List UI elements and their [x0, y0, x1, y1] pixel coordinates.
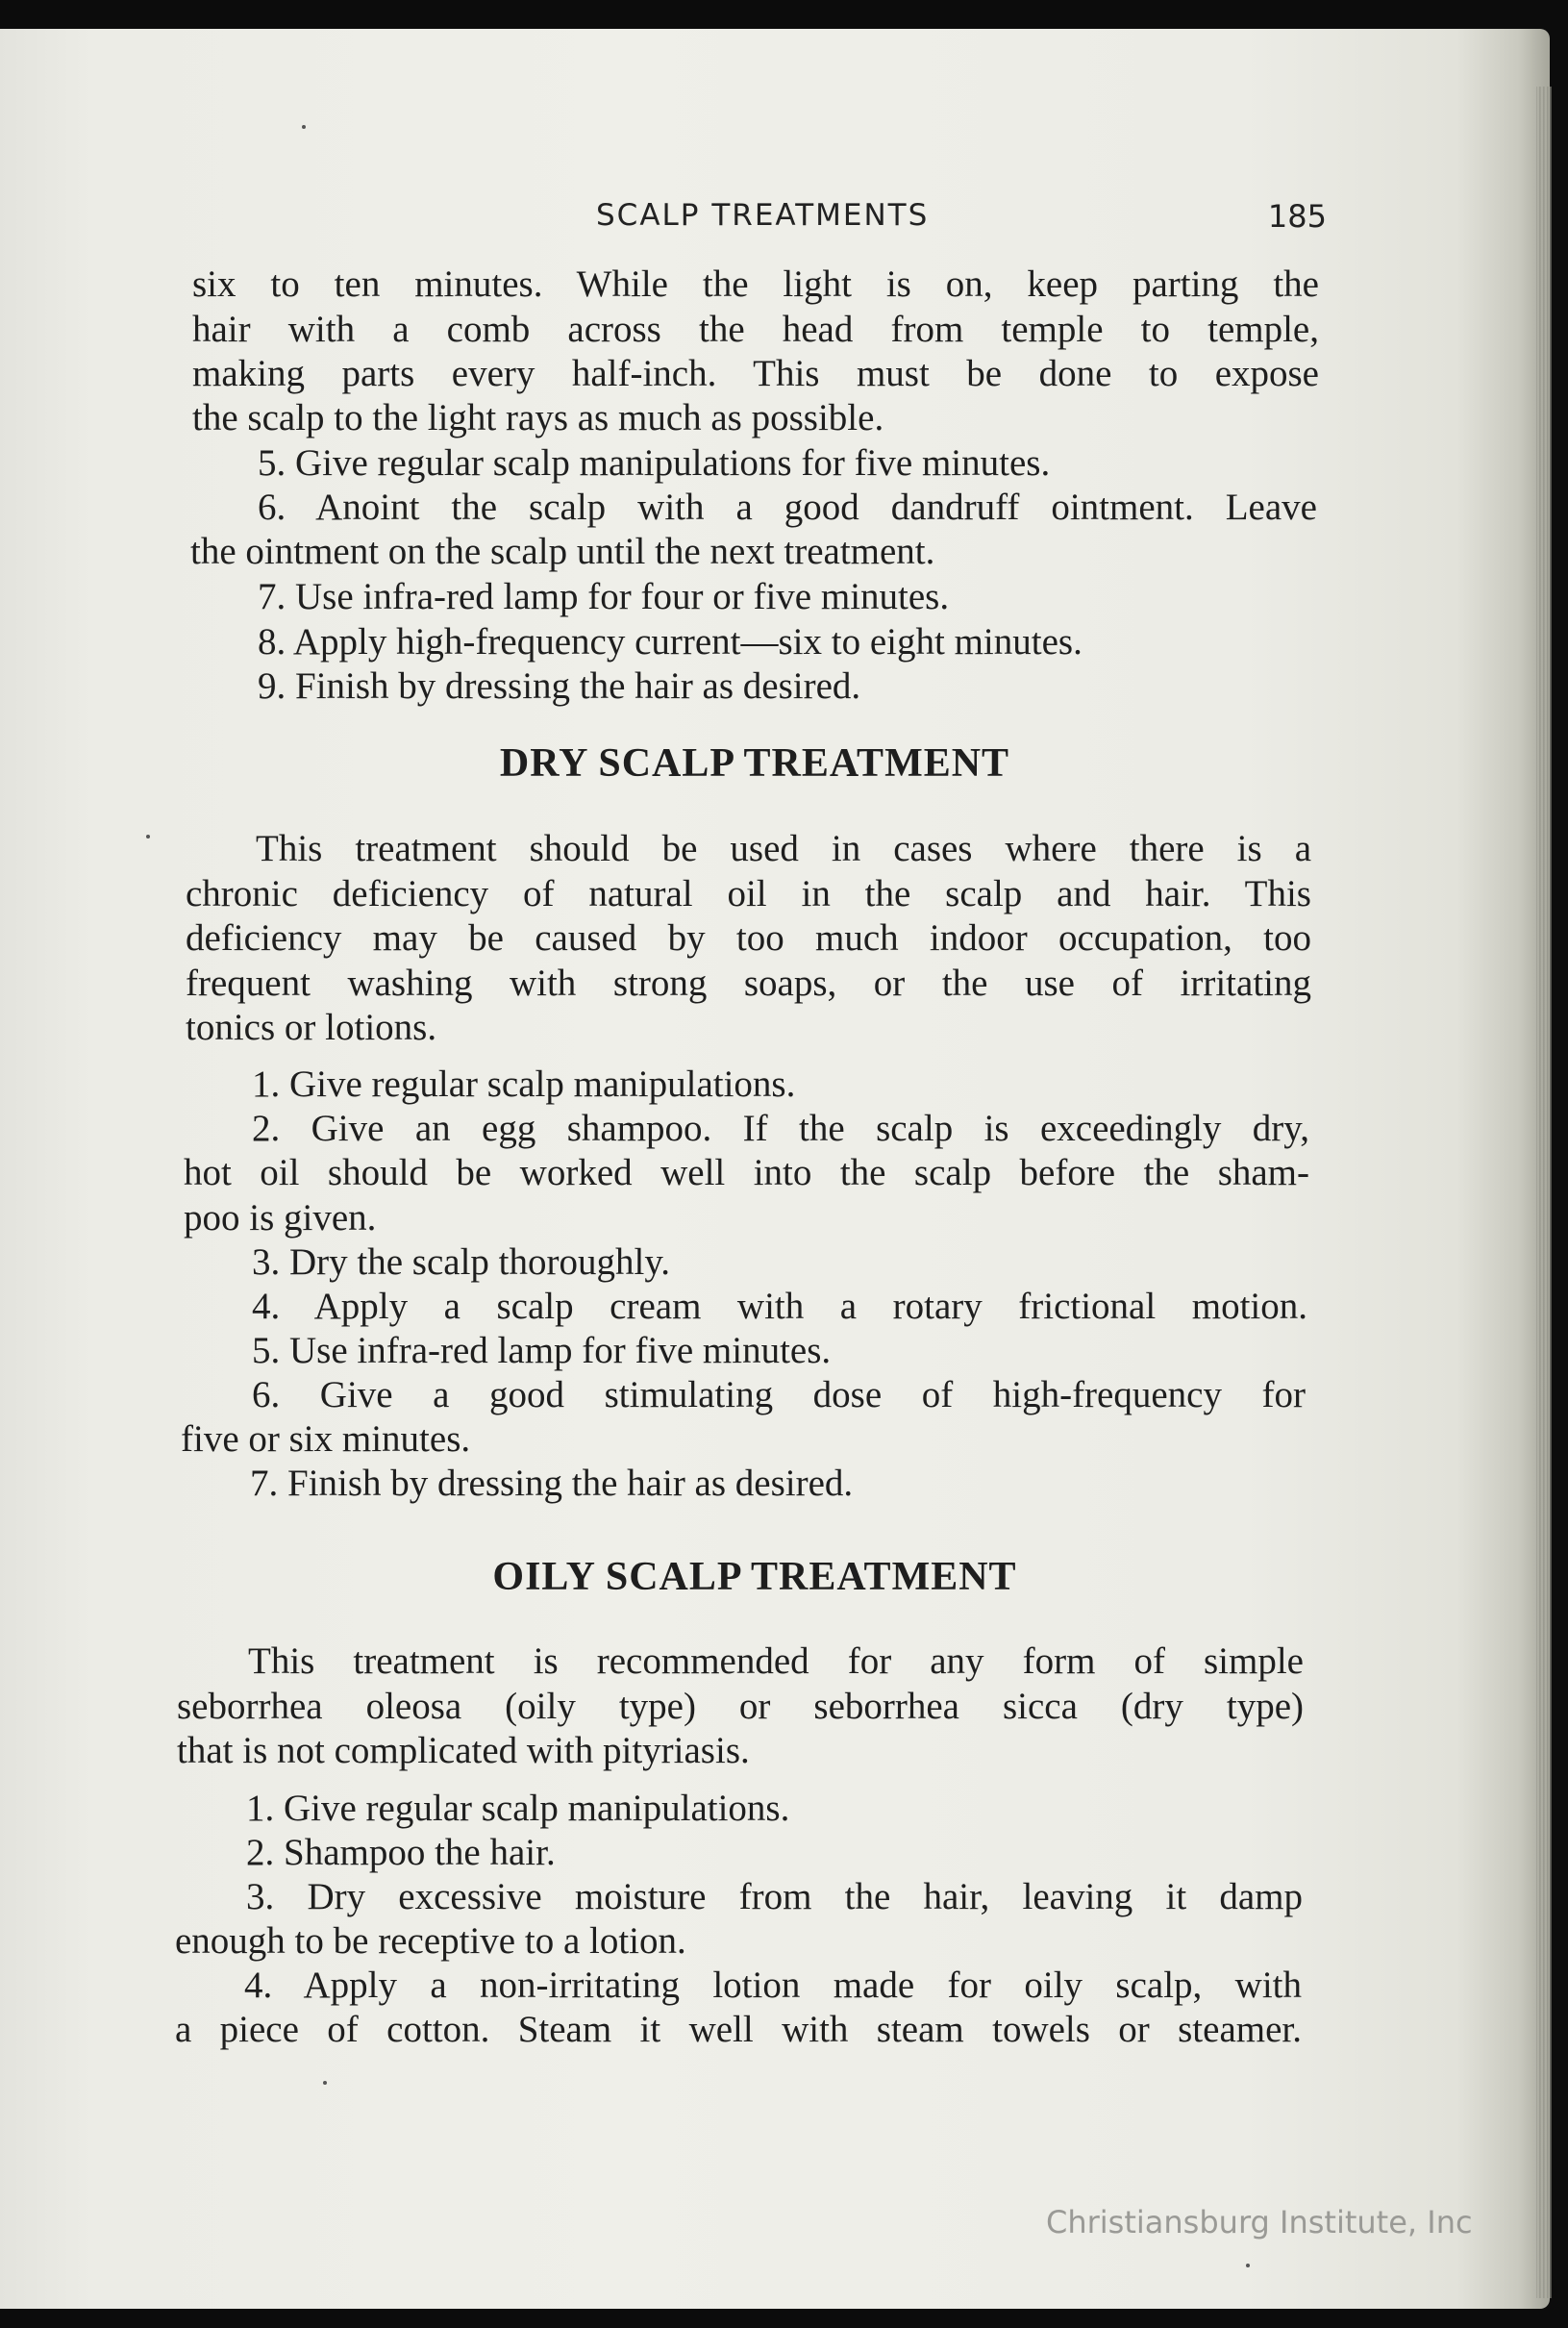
body-line: hair with a comb across the head from temple to temple,	[192, 309, 1319, 350]
list-item: 5. Use infra-red lamp for five minutes.	[252, 1330, 832, 1371]
paragraph-line: deficiency may be caused by too much indoor occupation, too	[186, 917, 1311, 959]
running-title: SCALP TREATMENTS	[596, 198, 930, 233]
paragraph-line: chronic deficiency of natural oil in the scalp and hair. This	[186, 873, 1311, 914]
body-line: making parts every half-inch. This must be done to expose	[192, 353, 1319, 394]
list-item: 5. Give regular scalp manipulations for five minutes.	[258, 442, 1051, 484]
list-item: 6. Anoint the scalp with a good dandruff ointment. Leave	[258, 487, 1317, 528]
list-item: 1. Give regular scalp manipulations.	[252, 1064, 796, 1105]
body-line: six to ten minutes. While the light is on, keep parting the	[192, 263, 1319, 305]
body-line: the ointment on the scalp until the next treatment.	[190, 531, 935, 572]
paper-speck	[323, 2081, 327, 2085]
watermark-text: Christiansburg Institute, Inc	[1046, 2204, 1473, 2240]
paragraph-line: seborrhea oleosa (oily type) or seborrhea sicca (dry type)	[177, 1686, 1304, 1727]
body-line: the scalp to the light rays as much as possible.	[192, 397, 884, 438]
list-item: 4. Apply a scalp cream with a rotary frictional motion.	[252, 1286, 1307, 1327]
paragraph-line: that is not complicated with pityriasis.	[177, 1730, 750, 1771]
list-item: 3. Dry the scalp thoroughly.	[252, 1241, 671, 1283]
list-item-continuation: hot oil should be worked well into the scalp before the sham-	[184, 1152, 1309, 1193]
page-edge-shadow	[1536, 87, 1552, 2298]
paper-speck	[1246, 2264, 1250, 2267]
paragraph-line: This treatment is recommended for any form of simple	[248, 1640, 1304, 1682]
paragraph-line: frequent washing with strong soaps, or the use of irritating	[186, 963, 1311, 1004]
list-item-continuation: enough to be receptive to a lotion.	[175, 1920, 686, 1962]
list-item-continuation: five or six minutes.	[181, 1418, 471, 1460]
list-item: 9. Finish by dressing the hair as desired.	[258, 665, 861, 707]
list-item-continuation: poo is given.	[184, 1197, 377, 1239]
list-item: 3. Dry excessive moisture from the hair, leaving it damp	[246, 1876, 1303, 1917]
list-item-continuation: a piece of cotton. Steam it well with steam towels or steamer.	[175, 2009, 1302, 2050]
paper-speck	[146, 835, 150, 839]
list-item: 7. Finish by dressing the hair as desired.	[250, 1463, 854, 1504]
book-page	[0, 29, 1550, 2309]
paragraph-line: This treatment should be used in cases where there is a	[256, 828, 1311, 869]
running-head	[192, 198, 1327, 240]
section-heading-oily: OILY SCALP TREATMENT	[492, 1555, 1017, 1599]
section-heading-dry: DRY SCALP TREATMENT	[499, 741, 1010, 786]
list-item: 4. Apply a non-irritating lotion made for oily scalp, with	[244, 1965, 1302, 2006]
list-item: 2. Shampoo the hair.	[246, 1832, 556, 1873]
list-item: 1. Give regular scalp manipulations.	[246, 1788, 790, 1829]
page-number: 185	[1267, 198, 1327, 235]
list-item: 2. Give an egg shampoo. If the scalp is exceedingly dry,	[252, 1108, 1309, 1149]
paragraph-line: tonics or lotions.	[186, 1007, 437, 1048]
list-item: 7. Use infra-red lamp for four or five minutes.	[258, 576, 950, 617]
paper-speck	[302, 125, 306, 129]
list-item: 6. Give a good stimulating dose of high-frequency for	[252, 1374, 1306, 1415]
list-item: 8. Apply high-frequency current—six to eight minutes.	[258, 621, 1083, 663]
